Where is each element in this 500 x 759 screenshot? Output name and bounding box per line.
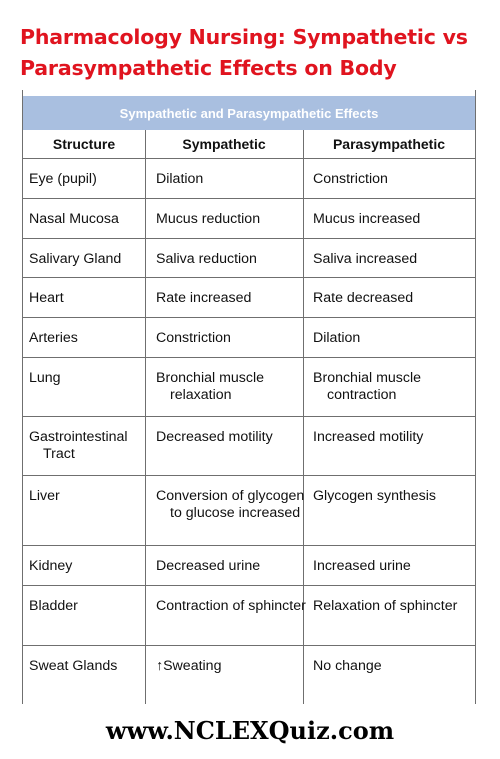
table-cell: Bladder — [29, 598, 78, 614]
footer-url: www.NCLEXQuiz.com — [105, 716, 395, 745]
row-divider — [23, 475, 475, 476]
table-cell: Mucus reduction — [156, 211, 261, 227]
table-cell: Contraction of sphincter — [156, 598, 306, 614]
table-cell: Increased motility — [313, 429, 424, 445]
row-divider — [23, 545, 475, 546]
row-divider — [23, 238, 475, 239]
row-divider — [23, 277, 475, 278]
table-cell: Dilation — [313, 330, 361, 346]
table-cell: Bronchial muscle relaxation — [156, 370, 265, 403]
table-cell: Gastrointestinal Tract — [29, 429, 128, 462]
table-cell: ↑Sweating — [156, 658, 222, 674]
table-cell: Decreased motility — [156, 429, 273, 445]
column-header: Sympathetic — [182, 136, 266, 152]
table-cell: Rate increased — [156, 290, 252, 306]
table-cell: Increased urine — [313, 558, 411, 574]
table-cell: Lung — [29, 370, 61, 386]
table-cell: Salivary Gland — [29, 251, 122, 267]
table-cell: Saliva reduction — [156, 251, 257, 267]
column-divider — [145, 130, 146, 704]
table-cell: Mucus increased — [313, 211, 421, 227]
table-cell: Constriction — [313, 171, 388, 187]
row-divider — [23, 645, 475, 646]
table-cell: Glycogen synthesis — [313, 488, 437, 504]
table-cell: Constriction — [156, 330, 231, 346]
table-cell: Sweat Glands — [29, 658, 118, 674]
column-divider — [303, 130, 304, 704]
table-cell: No change — [313, 658, 382, 674]
table-grid — [23, 130, 475, 704]
column-header: Structure — [52, 136, 116, 152]
table-cell: Kidney — [29, 558, 73, 574]
column-header: Parasympathetic — [332, 136, 446, 152]
table-cell: Arteries — [29, 330, 78, 346]
table-cell: Eye (pupil) — [29, 171, 97, 187]
row-divider — [23, 158, 475, 159]
row-divider — [23, 416, 475, 417]
table-cell: Nasal Mucosa — [29, 211, 119, 227]
row-divider — [23, 585, 475, 586]
table-caption: Sympathetic and Parasympathetic Effects — [23, 96, 475, 130]
table-cell: Relaxation of sphincter — [313, 598, 458, 614]
table-cell: Conversion of glycogen to glucose increased — [156, 488, 305, 521]
table-cell: Dilation — [156, 171, 204, 187]
effects-table — [22, 90, 476, 704]
page-title: Pharmacology Nursing: Sympathetic vs Parasympathetic Effects on Body — [20, 25, 468, 80]
row-divider — [23, 317, 475, 318]
table-cell: Liver — [29, 488, 60, 504]
table-cell: Saliva increased — [313, 251, 418, 267]
row-divider — [23, 198, 475, 199]
table-cell: Decreased urine — [156, 558, 261, 574]
table-cell: Rate decreased — [313, 290, 414, 306]
table-cell: Bronchial muscle contraction — [313, 370, 422, 403]
row-divider — [23, 357, 475, 358]
table-cell: Heart — [29, 290, 64, 306]
